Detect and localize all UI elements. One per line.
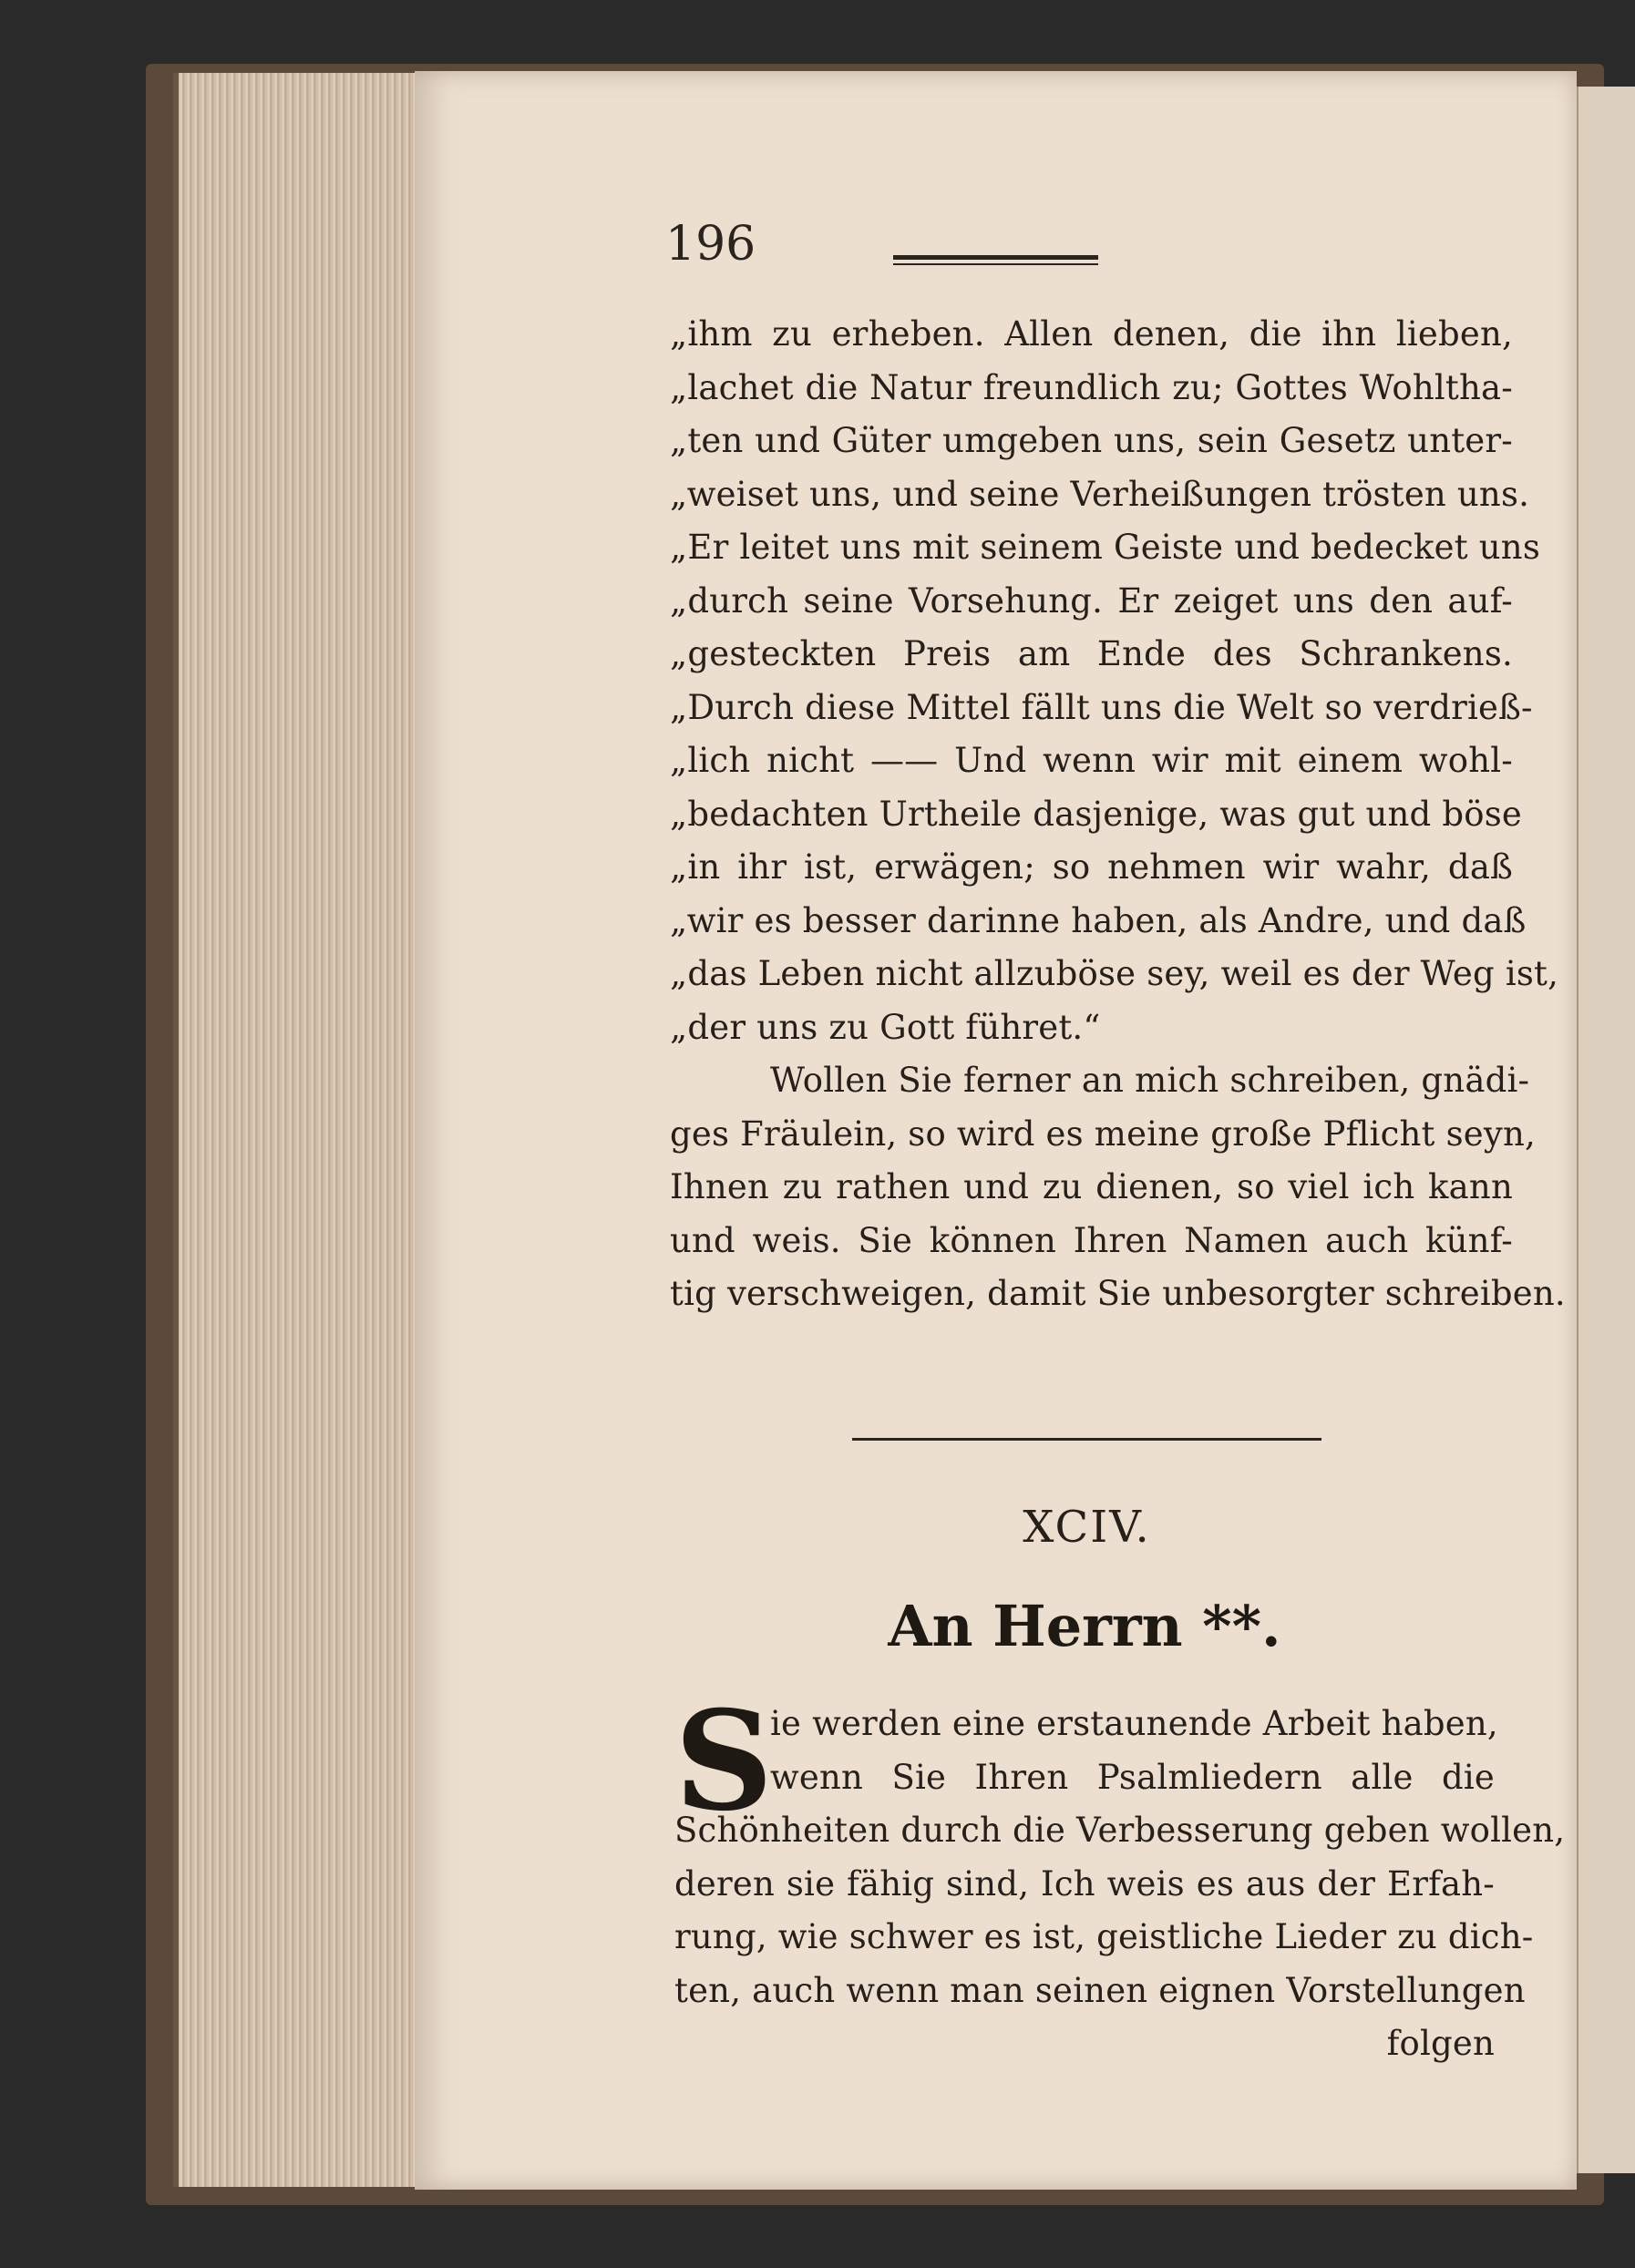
letter-line: ten, auch wenn man seinen eignen Vorstellungen [674,1970,1526,2010]
section-heading: An Herrn **. [888,1593,1281,1659]
paragraph-line: tig verschweigen, damit Sie unbesorgter schreiben. [670,1274,1566,1313]
continued-text [670,308,1566,1321]
letter-line: Schönheiten durch die Verbesserung geben wollen, [674,1811,1566,1850]
facing-page-edge [1577,87,1635,2173]
letter-line: ie werden eine erstaunende Arbeit haben, [770,1704,1498,1743]
paragraph-line: ges Fräulein, so wird es meine große Pflicht seyn, [670,1113,1536,1154]
letter-text [674,1681,1566,2071]
text-line: „das Leben nicht allzuböse sey, weil es der Weg ist, [670,954,1559,993]
text-line: „gesteckten Preis am Ende des Schrankens. [670,634,1513,673]
text-line: „bedachten Urtheile dasjenige, was gut und böse [670,794,1523,834]
text-line: „Durch diese Mittel fällt uns die Welt so verdrieß- [670,687,1533,727]
text-line: „wir es besser darinne haben, als Andre, und daß [670,900,1527,940]
text-line: „der uns zu Gott führet.“ [670,1007,1101,1047]
letter-line: wenn Sie Ihren Psalmliedern alle die [770,1757,1495,1797]
text-line: „ihm zu erheben. Allen denen, die ihn lieben, [670,314,1513,354]
page-edges [173,73,425,2187]
section-divider [852,1438,1321,1441]
text-line: „lich nicht —— Und wenn wir mit einem wohl- [670,741,1513,780]
catchword: folgen [1386,2024,1495,2063]
text-line: „durch seine Vorsehung. Er zeiget uns den auf- [670,580,1513,621]
text-line: „in ihr ist, erwägen; so nehmen wir wahr, daß [670,847,1513,887]
paragraph-line: und weis. Sie können Ihren Namen auch künf- [670,1220,1513,1260]
text-line: „ten und Güter umgeben uns, sein Gesetz unter- [670,421,1513,460]
letter-line: deren sie fähig sind, Ich weis es aus der Erfah- [674,1863,1495,1904]
page-number: 196 [665,217,756,272]
text-line: „weiset uns, und seine Verheißungen trösten uns. [670,474,1530,514]
drop-cap: S [674,1681,774,1842]
header-rule [893,255,1098,265]
text-line: „lachet die Natur freundlich zu; Gottes Wohltha- [670,367,1513,407]
letter-line: rung, wie schwer es ist, geistliche Lieder zu dich- [674,1917,1534,1956]
section-number: XCIV. [1023,1502,1151,1553]
text-line: „Er leitet uns mit seinem Geiste und bedecket uns [670,528,1541,567]
paragraph-line: Ihnen zu rathen und zu dienen, so viel ich kann [670,1167,1513,1206]
book-page [415,71,1577,2190]
paragraph-line: Wollen Sie ferner an mich schreiben, gnädi- [770,1061,1530,1100]
